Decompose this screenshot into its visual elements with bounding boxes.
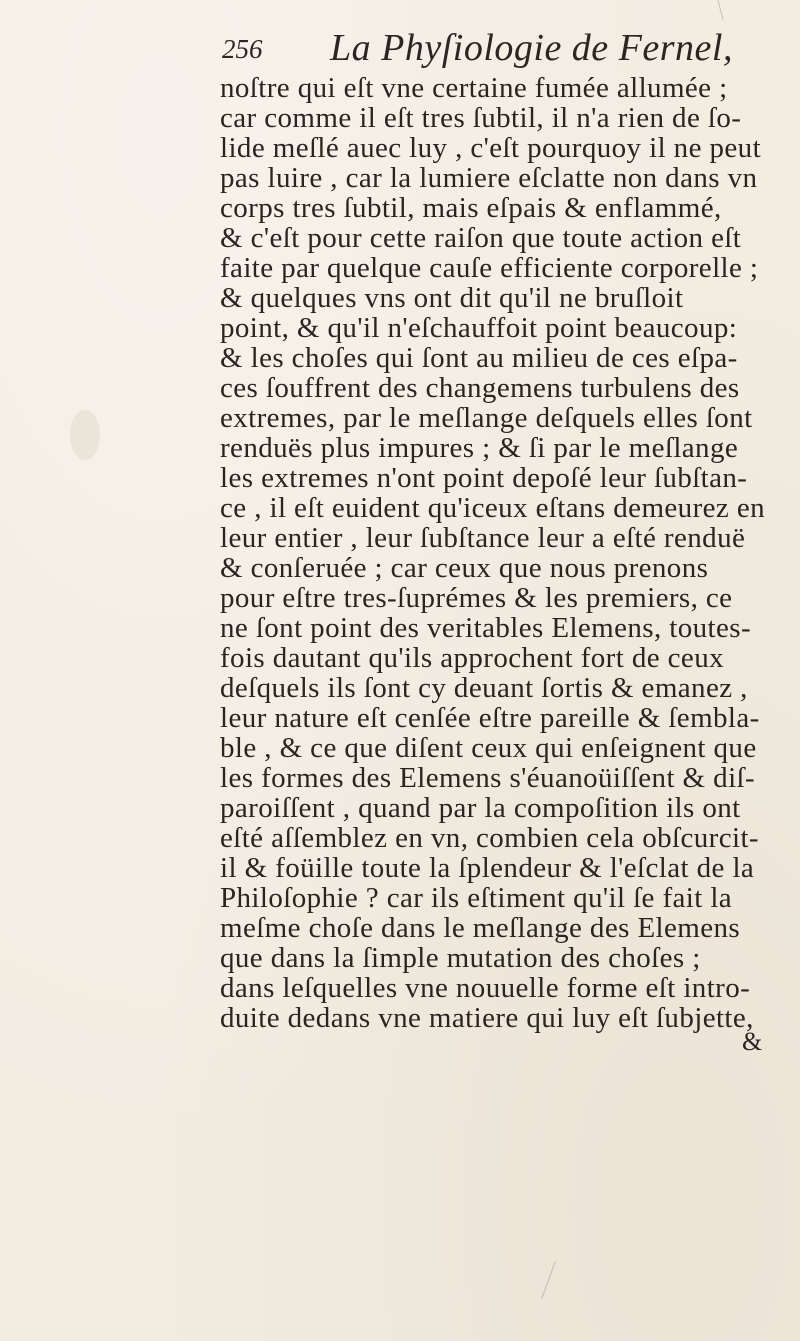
page-number: 256 bbox=[222, 34, 263, 64]
text-line: & conſeruée ; car ceux que nous prenons bbox=[220, 552, 709, 584]
text-line: point, & qu'il n'eſchauffoit point beaucoup: bbox=[220, 312, 738, 344]
text-line: que dans la ſimple mutation des choſes ; bbox=[220, 942, 701, 974]
text-line: noſtre qui eſt vne certaine fumée allumée ; bbox=[220, 72, 728, 104]
text-line: les extremes n'ont point depoſé leur ſubſtan- bbox=[220, 462, 748, 494]
paper-stain bbox=[70, 410, 100, 460]
text-line: Philoſophie ? car ils eſtiment qu'il ſe fait la bbox=[220, 882, 733, 914]
text-line: leur entier , leur ſubſtance leur a eſté renduë bbox=[220, 522, 746, 554]
text-line: pour eſtre tres-ſuprémes & les premiers, ce bbox=[220, 582, 733, 614]
text-line: extremes, par le meſlange deſquels elles ſont bbox=[220, 402, 753, 434]
text-line: meſme choſe dans le meſlange des Elemens bbox=[220, 912, 741, 944]
running-title: La Phyſiologie de Fernel, bbox=[330, 27, 733, 69]
text-line: faite par quelque cauſe efficiente corporelle ; bbox=[220, 252, 759, 284]
text-line: corps tres ſubtil, mais eſpais & enflammé, bbox=[220, 192, 722, 224]
text-line: dans leſquelles vne nouuelle forme eſt intro- bbox=[220, 972, 751, 1004]
text-line: car comme il eſt tres ſubtil, il n'a rien de ſo- bbox=[220, 102, 742, 134]
text-line: renduës plus impures ; & ſi par le meſlange bbox=[220, 432, 739, 464]
text-line: leur nature eſt cenſée eſtre pareille & ſembla- bbox=[220, 702, 760, 734]
text-line: il & foüille toute la ſplendeur & l'eſclat de la bbox=[220, 852, 755, 884]
text-line: eſté aſſemblez en vn, combien cela obſcurcit- bbox=[220, 822, 759, 854]
text-line: lide meſlé auec luy , c'eſt pourquoy il ne peut bbox=[220, 132, 762, 164]
paper-mark bbox=[717, 0, 723, 20]
text-line: duite dedans vne matiere qui luy eſt ſubjette, bbox=[220, 1002, 754, 1034]
page-header bbox=[222, 18, 782, 68]
text-line: & les choſes qui ſont au milieu de ces eſpa- bbox=[220, 342, 738, 374]
catchword: & bbox=[742, 1027, 763, 1056]
text-line: ce , il eſt euident qu'iceux eſtans demeurez en bbox=[220, 492, 765, 524]
text-line: ble , & ce que diſent ceux qui enſeignent que bbox=[220, 732, 757, 764]
text-line: ces ſouffrent des changemens turbulens des bbox=[220, 372, 740, 404]
text-line: ne ſont point des veritables Elemens, toutes- bbox=[220, 612, 752, 644]
paper-mark bbox=[541, 1261, 556, 1299]
text-line: les formes des Elemens s'éuanoüiſſent & diſ- bbox=[220, 762, 756, 794]
text-line: & c'eſt pour cette raiſon que toute action eſt bbox=[220, 222, 742, 254]
text-line: & quelques vns ont dit qu'il ne bruſloit bbox=[220, 282, 684, 314]
text-line: pas luire , car la lumiere eſclatte non dans vn bbox=[220, 162, 758, 194]
text-line: deſquels ils ſont cy deuant ſortis & emanez , bbox=[220, 672, 748, 704]
text-line: fois dautant qu'ils approchent fort de ceux bbox=[220, 642, 724, 674]
text-line: paroiſſent , quand par la compoſition ils ont bbox=[220, 792, 741, 824]
